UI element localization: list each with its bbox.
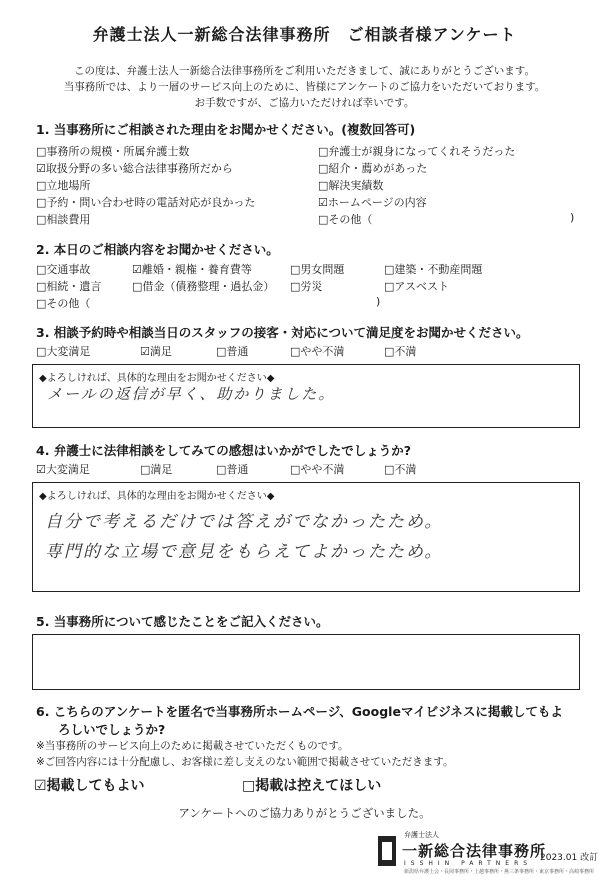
q5-comment-box[interactable] — [32, 634, 580, 690]
q3-option[interactable]: □普通 — [216, 345, 249, 358]
q1-option[interactable]: □解決実績数 — [318, 179, 384, 192]
q2-option[interactable]: ☑離婚・親権・養育費等 — [132, 263, 252, 276]
q3-option[interactable]: □やや不満 — [290, 345, 345, 358]
q2-option-other[interactable]: □その他（ — [36, 297, 91, 310]
q6-heading-line-2: ろしいでしょうか? — [58, 722, 166, 737]
intro-line-3: お手数ですが、ご協力いただければ幸いです。 — [194, 97, 415, 109]
q2-option[interactable]: □労災 — [290, 280, 323, 293]
q4-heading: 4. 弁護士に法律相談をしてみての感想はいかがでしたでしょうか? — [36, 443, 412, 458]
q3-option[interactable]: □大変満足 — [36, 345, 91, 358]
q4-option[interactable]: □やや不満 — [290, 463, 345, 476]
revision-date: 2023.01 改訂 — [540, 853, 599, 863]
intro-line-1: この度は、弁護士法人一新総合法律事務所をご利用いただきまして、誠にありがとうございます。 — [74, 65, 535, 77]
q3-option[interactable]: ☑満足 — [140, 345, 172, 358]
q2-other-close-paren: ) — [376, 295, 381, 308]
q2-option[interactable]: □相続・遺言 — [36, 280, 102, 293]
q1-option[interactable]: ☑ホームページの内容 — [318, 196, 427, 209]
q1-option[interactable]: □相談費用 — [36, 213, 91, 226]
q6-option-publish-decline[interactable]: □掲載は控えてほしい — [242, 778, 382, 794]
firm-logo-offices: 新潟県弁護士会・長岡事務所・上越事務所・燕三条事務所・東京事務所・高崎事務所 — [404, 869, 595, 875]
q1-option[interactable]: □事務所の規模・所属弁護士数 — [36, 145, 190, 158]
q1-option-other[interactable]: □その他（ — [318, 213, 373, 226]
q2-option[interactable]: □交通事故 — [36, 263, 91, 276]
q2-option[interactable]: □建築・不動産問題 — [384, 263, 483, 276]
q1-option[interactable]: ☑取扱分野の多い総合法律事務所だから — [36, 162, 233, 175]
survey-title: 弁護士法人一新総合法律事務所 ご相談者様アンケート — [92, 25, 517, 44]
q4-comment-label: ◆よろしければ、具体的な理由をお聞かせください◆ — [39, 491, 275, 502]
firm-logo-prefix: 弁護士法人 — [404, 831, 439, 839]
intro-line-2: 当事務所では、より一層のサービス向上のために、皆様にアンケートのご協力をいただいております。 — [63, 81, 546, 93]
q3-heading: 3. 相談予約時や相談当日のスタッフの接客・対応について満足度をお聞かせください。 — [36, 325, 529, 340]
firm-logo-english: ISSHIN PARTNERS — [404, 860, 533, 867]
firm-logo-mark — [378, 836, 396, 866]
q5-heading: 5. 当事務所について感じたことをご記入ください。 — [36, 614, 329, 629]
q2-option[interactable]: □男女問題 — [290, 263, 345, 276]
firm-logo-name: 一新総合法律事務所 — [402, 842, 547, 860]
q4-option[interactable]: ☑大変満足 — [36, 463, 90, 476]
q1-other-close-paren: ) — [570, 211, 575, 224]
q3-comment-label: ◆よろしければ、具体的な理由をお聞かせください◆ — [39, 373, 275, 384]
q6-heading-line-1: 6. こちらのアンケートを匿名で当事務所ホームページ、Googleマイビジネスに掲載してもよ — [36, 704, 563, 719]
q6-note-1: ※当事務所のサービス向上のために掲載させていただくものです。 — [36, 740, 349, 752]
q4-handwritten-line-1: 自分で考えるだけでは答えがでなかったため。 — [45, 512, 444, 532]
q4-option[interactable]: □不満 — [384, 463, 417, 476]
q3-option[interactable]: □不満 — [384, 345, 417, 358]
q1-heading: 1. 当事務所にご相談された理由をお聞かせください。(複数回答可) — [36, 122, 416, 137]
q1-option[interactable]: □予約・問い合わせ時の電話対応が良かった — [36, 196, 256, 209]
q1-option[interactable]: □紹介・薦めがあった — [318, 162, 428, 175]
q6-note-2: ※ご回答内容には十分配慮し、お客様に差し支えのない範囲で掲載させていただきます。 — [36, 756, 454, 768]
q4-handwritten-line-2: 専門的な立場で意見をもらえてよかったため。 — [45, 542, 444, 562]
q3-handwritten-answer: メールの返信が早く、助かりました。 — [47, 385, 336, 403]
q2-option[interactable]: □借金（債務整理・過払金） — [132, 280, 275, 293]
q6-option-publish-ok[interactable]: ☑掲載してもよい — [34, 778, 145, 794]
q2-option[interactable]: □アスベスト — [384, 280, 449, 293]
q4-comment-box[interactable] — [32, 482, 580, 592]
q1-option[interactable]: □立地場所 — [36, 179, 91, 192]
q2-heading: 2. 本日のご相談内容をお聞かせください。 — [36, 242, 279, 257]
q3-comment-box[interactable] — [32, 364, 580, 428]
q4-option[interactable]: □満足 — [140, 463, 173, 476]
footer-thanks: アンケートへのご協力ありがとうございました。 — [178, 806, 431, 820]
q1-option[interactable]: □弁護士が親身になってくれそうだった — [318, 145, 516, 158]
q4-option[interactable]: □普通 — [216, 463, 249, 476]
